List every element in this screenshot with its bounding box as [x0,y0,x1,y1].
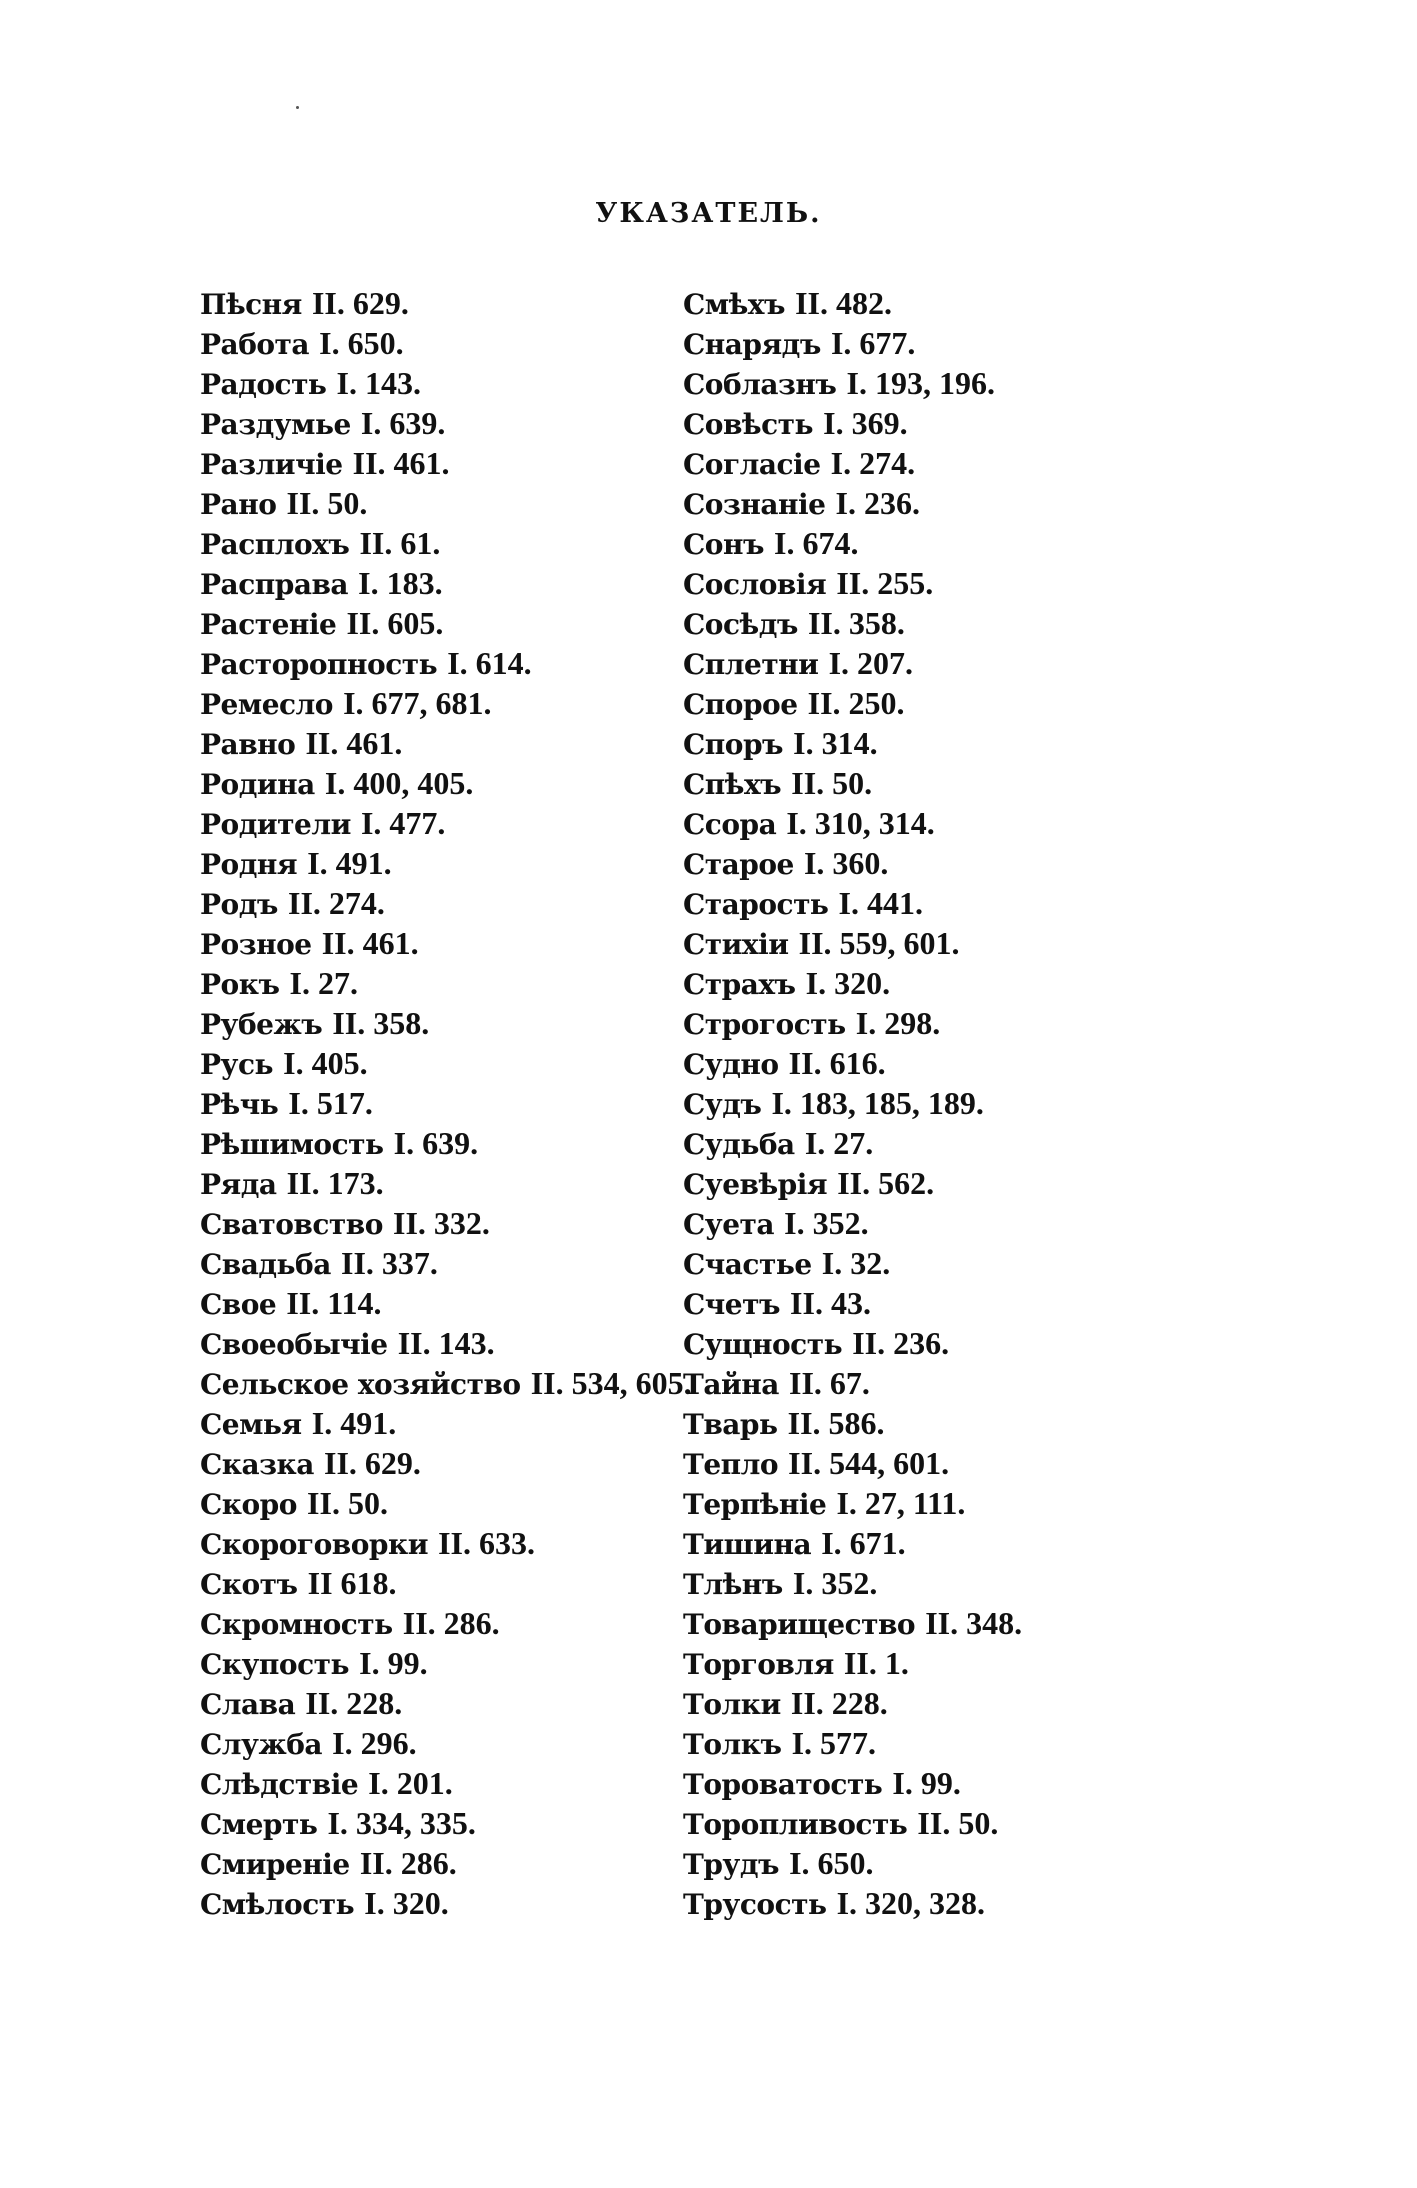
index-term: Смерть [200,1808,318,1841]
index-entry [200,1043,670,1083]
index-term: Смѣлость [200,1888,355,1921]
index-reference: II. 461. [352,445,450,481]
index-reference: I. 352. [792,1565,878,1601]
index-term: Судьба [683,1128,795,1161]
index-term: Смиреніе [200,1848,350,1881]
index-reference: II. 286. [359,1845,457,1881]
index-term: Сословія [683,568,827,601]
index-term: Совѣсть [683,408,814,441]
index-reference: I. 614. [447,645,532,681]
index-reference: II 618. [307,1565,397,1601]
index-reference: II. 337. [340,1245,438,1281]
index-reference: I. 99. [359,1645,428,1681]
index-term: Родина [200,768,315,801]
index-entry [200,1163,670,1203]
index-entry [683,1123,1083,1163]
index-reference: II. 228. [305,1685,403,1721]
index-reference: I. 32. [821,1245,891,1281]
index-term: Родъ [200,888,278,921]
index-entry [200,1483,670,1523]
index-entry [200,1403,670,1443]
index-reference: II. 143. [397,1325,495,1361]
index-reference: II. 544, 601. [788,1445,950,1481]
index-entry [200,1283,670,1323]
index-entry [200,1843,670,1883]
index-reference: II. 255. [836,565,934,601]
index-term: Ряда [200,1168,277,1201]
index-entry [200,563,670,603]
index-entry [683,1723,1083,1763]
index-reference: I. 27, 111. [836,1485,966,1521]
index-entry [200,683,670,723]
index-reference: I. 639. [393,1125,479,1161]
index-reference: I. 674. [774,525,859,561]
index-entry [683,1003,1083,1043]
index-term: Судъ [683,1088,762,1121]
index-entry [200,1363,692,1403]
index-term: Тайна [683,1368,779,1401]
index-term: Торговля [683,1648,834,1681]
index-entry [200,923,670,963]
index-term: Терпѣніе [683,1488,827,1521]
index-term: Своеобычіе [200,1328,388,1361]
index-reference: I. 441. [838,885,923,921]
index-reference: I. 677. [830,325,916,361]
index-reference: II. 358. [807,605,905,641]
index-term: Споръ [683,728,784,761]
index-term: Расторопность [200,648,438,681]
index-reference: I. 27. [804,1125,874,1161]
index-term: Сватовство [200,1208,383,1241]
index-term: Семья [200,1408,302,1441]
index-reference: I. 650. [789,1845,874,1881]
index-term: Сосѣдъ [683,608,798,641]
index-entry [683,803,1083,843]
index-reference: I. 477. [360,805,446,841]
index-term: Рѣшимость [200,1128,384,1161]
index-entry [200,1723,670,1763]
index-reference: I. 314. [793,725,878,761]
index-entry [683,363,1083,403]
index-reference: I. 320, 328. [836,1885,986,1921]
index-entry [200,323,670,363]
index-reference: I. 320. [805,965,891,1001]
index-entry [683,963,1083,1003]
index-entry [200,1323,670,1363]
index-entry [200,843,670,883]
index-entry [200,1203,670,1243]
index-reference: I. 143. [336,365,421,401]
index-term: Согласіе [683,448,821,481]
index-term: Суевѣрія [683,1168,828,1201]
index-entry [683,1683,1083,1723]
index-term: Скоро [200,1488,297,1521]
index-reference: I. 400, 405. [324,765,474,801]
index-reference: I. 27. [289,965,358,1001]
index-term: Толкъ [683,1728,782,1761]
index-entry [200,1883,670,1923]
index-entry [200,1563,670,1603]
index-entry [200,1123,670,1163]
index-entry [200,1603,670,1643]
index-term: Старое [683,848,794,881]
index-entry [683,1483,1083,1523]
index-entry [683,523,1083,563]
index-reference: II. 173. [286,1165,384,1201]
index-term: Тепло [683,1448,779,1481]
index-entry [683,683,1083,723]
index-term: Скотъ [200,1568,298,1601]
index-entry [200,1643,670,1683]
index-reference: I. 491. [307,845,392,881]
index-reference: II. 534, 605. [530,1365,692,1401]
index-entry [683,1243,1083,1283]
index-entry [200,523,670,563]
index-reference: I. 577. [791,1725,877,1761]
index-entry [200,1803,670,1843]
index-entry [200,443,670,483]
index-term: Свадьба [200,1248,331,1281]
index-term: Раздумье [200,408,351,441]
index-term: Сущность [683,1328,843,1361]
index-entry [200,1243,670,1283]
index-reference: II. 50. [917,1805,999,1841]
index-reference: II. 332. [393,1205,490,1241]
index-entry [683,723,1083,763]
index-reference: II. 50. [286,485,368,521]
index-reference: I. 517. [288,1085,373,1121]
index-term: Родители [200,808,351,841]
index-entry [683,643,1083,683]
index-reference: II. 250. [807,685,905,721]
index-entry [683,1203,1083,1243]
index-reference: II. 50. [791,765,873,801]
index-term: Судно [683,1048,779,1081]
index-entry [200,1523,670,1563]
index-term: Расправа [200,568,349,601]
index-term: Трудъ [683,1848,779,1881]
index-entry [200,283,670,323]
index-reference: I. 296. [332,1725,417,1761]
index-reference: II. 559, 601. [798,925,960,961]
index-term: Рѣчь [200,1088,279,1121]
index-entry [683,1763,1083,1803]
index-term: Пѣсня [200,288,302,321]
index-reference: I. 207. [828,645,914,681]
index-entry [200,763,670,803]
index-term: Спѣхъ [683,768,782,801]
index-entry [683,443,1083,483]
index-term: Снарядъ [683,328,821,361]
index-entry [683,1883,1083,1923]
index-entry [683,1323,1083,1363]
index-term: Русь [200,1048,274,1081]
index-term: Смѣхъ [683,288,785,321]
index-reference: II. 629. [324,1445,421,1481]
index-term: Строгость [683,1008,846,1041]
index-term: Рокъ [200,968,280,1001]
index-reference: II. 616. [788,1045,886,1081]
index-term: Родня [200,848,298,881]
index-reference: II. 67. [789,1365,870,1401]
index-term: Тлѣнъ [683,1568,783,1601]
index-reference: II. 348. [925,1605,1023,1641]
page-header: УКАЗАТЕЛЬ. [595,198,822,229]
index-column-right [683,283,1083,1923]
index-reference: II. 461. [305,725,403,761]
index-term: Служба [200,1728,323,1761]
index-entry [200,803,670,843]
index-entry [683,563,1083,603]
index-term: Радость [200,368,327,401]
index-entry [200,603,670,643]
index-reference: II. 236. [852,1325,950,1361]
index-term: Стихіи [683,928,789,961]
index-entry [683,1043,1083,1083]
index-reference: II. 482. [795,285,892,321]
index-entry [200,643,670,683]
index-reference: II. 50. [307,1485,388,1521]
index-reference: I. 236. [835,485,920,521]
index-entry [200,1763,670,1803]
index-entry [683,763,1083,803]
index-reference: II. 274. [287,885,385,921]
index-reference: I. 369. [823,405,908,441]
index-term: Различіе [200,448,343,481]
index-reference: I. 671. [821,1525,906,1561]
index-reference: II. 61. [359,525,441,561]
index-reference: II. 358. [332,1005,430,1041]
index-term: Трусость [683,1888,827,1921]
index-reference: II. 629. [311,285,409,321]
index-term: Суета [683,1208,775,1241]
index-term: Сказка [200,1448,314,1481]
index-term: Ремесло [200,688,333,721]
index-entry [683,603,1083,643]
index-reference: II. 605. [346,605,444,641]
index-entry [683,1603,1083,1643]
index-entry [683,1643,1083,1683]
index-term: Слава [200,1688,296,1721]
index-term: Розное [200,928,312,961]
index-reference: II. 228. [790,1685,888,1721]
index-term: Сельское хозяйство [200,1368,521,1401]
index-reference: I. 405. [283,1045,368,1081]
index-term: Равно [200,728,296,761]
index-term: Скупость [200,1648,350,1681]
index-term: Тороватость [683,1768,883,1801]
index-entry [683,1403,1083,1443]
index-entry [200,963,670,1003]
index-reference: II. 461. [321,925,419,961]
index-entry [200,483,670,523]
index-term: Скромность [200,1608,393,1641]
index-entry [683,283,1083,323]
index-term: Сплетни [683,648,819,681]
index-entry [683,1363,1083,1403]
index-reference: I. 677, 681. [343,685,492,721]
index-entry [200,1683,670,1723]
index-term: Сознаніе [683,488,826,521]
index-entry [683,843,1083,883]
index-term: Спорое [683,688,798,721]
index-entry [683,1083,1083,1123]
index-entry [683,1283,1083,1323]
index-term: Старость [683,888,829,921]
index-reference: I. 201. [368,1765,453,1801]
index-term: Торопливость [683,1808,908,1841]
index-term: Сонъ [683,528,764,561]
index-reference: II. 586. [787,1405,885,1441]
index-reference: I. 298. [855,1005,941,1041]
index-reference: II. 286. [402,1605,500,1641]
index-term: Рубежъ [200,1008,323,1041]
index-entry [683,403,1083,443]
index-reference: II. 43. [790,1285,871,1321]
index-entry [683,1443,1083,1483]
index-reference: II. 633. [438,1525,535,1561]
index-entry [200,403,670,443]
index-reference: I. 334, 335. [327,1805,476,1841]
index-term: Толки [683,1688,781,1721]
index-entry [683,883,1083,923]
index-entry [200,1003,670,1043]
index-term: Расплохъ [200,528,350,561]
index-reference: I. 320. [364,1885,449,1921]
index-reference: I. 310, 314. [786,805,935,841]
index-entry [683,923,1083,963]
index-reference: I. 360. [803,845,889,881]
index-term: Растеніе [200,608,337,641]
speck [296,106,299,109]
index-term: Скороговорки [200,1528,428,1561]
index-term: Товарищество [683,1608,916,1641]
index-entry [200,363,670,403]
index-entry [200,883,670,923]
index-entry [683,1563,1083,1603]
index-entry [683,483,1083,523]
index-reference: II. 562. [837,1165,935,1201]
index-term: Страхъ [683,968,796,1001]
index-reference: I. 639. [360,405,446,441]
index-entry [683,1803,1083,1843]
index-term: Слѣдствіе [200,1768,359,1801]
index-entry [683,1523,1083,1563]
index-term: Счастье [683,1248,812,1281]
index-reference: II. 114. [286,1285,382,1321]
index-reference: I. 352. [784,1205,869,1241]
index-reference: I. 99. [892,1765,961,1801]
index-reference: I. 183, 185, 189. [771,1085,984,1121]
index-reference: I. 274. [830,445,916,481]
index-term: Рано [200,488,277,521]
index-entry [200,723,670,763]
index-reference: II. 1. [843,1645,909,1681]
index-entry [683,1843,1083,1883]
index-entry [683,1163,1083,1203]
index-reference: I. 491. [311,1405,397,1441]
index-reference: I. 650. [319,325,404,361]
index-term: Свое [200,1288,277,1321]
index-term: Соблазнъ [683,368,837,401]
index-term: Счетъ [683,1288,780,1321]
index-term: Тишина [683,1528,812,1561]
index-term: Тварь [683,1408,778,1441]
index-reference: I. 193, 196. [846,365,995,401]
index-column-left [200,283,692,1923]
index-reference: I. 183. [358,565,443,601]
index-term: Работа [200,328,310,361]
index-entry [200,1443,670,1483]
index-entry [200,1083,670,1123]
index-term: Ссора [683,808,777,841]
index-entry [683,323,1083,363]
